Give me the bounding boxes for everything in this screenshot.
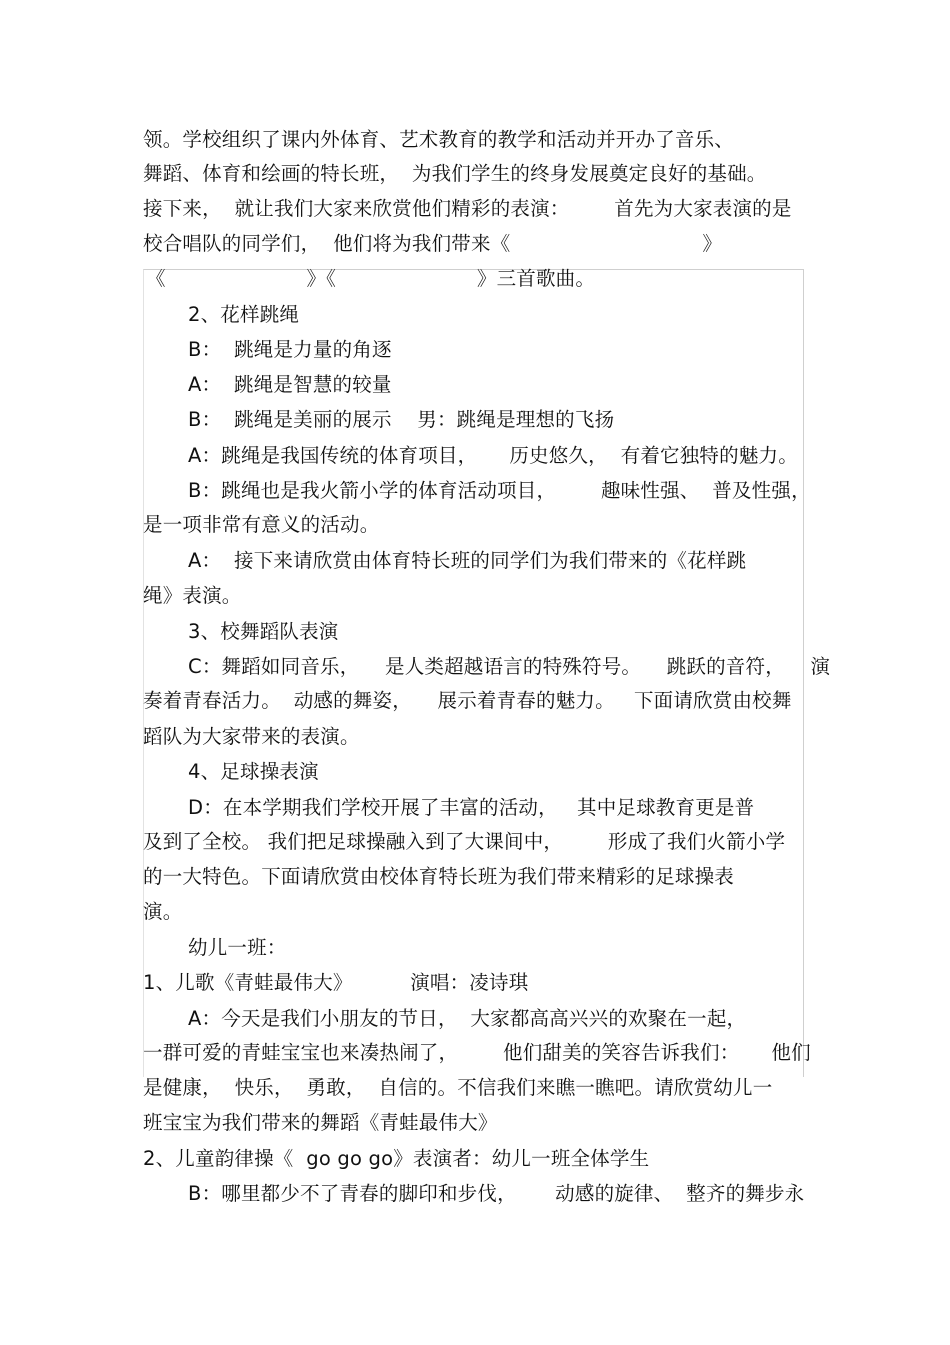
text-line: 及到了全校。 我们把足球操融入到了大课间中， 形成了我们火箭小学	[143, 830, 786, 853]
text-line: 的一大特色。下面请欣赏由校体育特长班为我们带来精彩的足球操表	[143, 865, 735, 888]
text-line: A：今天是我们小朋友的节日， 大家都高高兴兴的欢聚在一起，	[188, 1007, 747, 1030]
text-line: 《 》《 》三首歌曲。	[146, 267, 596, 290]
text-line: 接下来， 就让我们大家来欣赏他们精彩的表演： 首先为大家表演的是	[143, 197, 792, 220]
text-line: 奏着青春活力。 动感的舞姿， 展示着青春的魅力。 下面请欣赏由校舞	[143, 689, 792, 712]
section-heading: 幼儿一班：	[188, 936, 287, 959]
text-line: A：跳绳是我国传统的体育项目， 历史悠久， 有着它独特的魅力。	[188, 444, 798, 467]
text-line: 演。	[143, 900, 183, 923]
text-line: 蹈队为大家带来的表演。	[143, 725, 360, 748]
section-heading: 3、校舞蹈队表演	[188, 620, 339, 643]
text-line: D：在本学期我们学校开展了丰富的活动， 其中足球教育更是普	[188, 796, 755, 819]
text-line: 是一项非常有意义的活动。	[143, 513, 380, 536]
text-line: 校合唱队的同学们， 他们将为我们带来《 》	[143, 232, 723, 255]
text-line: B： 跳绳是美丽的展示 男：跳绳是理想的飞扬	[188, 408, 615, 431]
program-item: 1、儿歌《青蛙最伟大》 演唱：凌诗琪	[143, 971, 529, 994]
text-line: C：舞蹈如同音乐， 是人类超越语言的特殊符号。 跳跃的音符， 演	[188, 655, 831, 678]
text-line: 领。学校组织了课内外体育、艺术教育的教学和活动并开办了音乐、	[143, 128, 735, 151]
text-line: 是健康， 快乐， 勇敢， 自信的。不信我们来瞧一瞧吧。请欣赏幼儿一	[143, 1076, 773, 1099]
section-heading: 4、足球操表演	[188, 760, 319, 783]
text-line: 舞蹈、体育和绘画的特长班， 为我们学生的终身发展奠定良好的基础。	[143, 162, 767, 185]
section-heading: 2、花样跳绳	[188, 303, 300, 326]
program-item: 2、儿童韵律操《 go go go》表演者：幼儿一班全体学生	[143, 1147, 650, 1170]
text-line: 一群可爱的青蛙宝宝也来凑热闹了， 他们甜美的笑容告诉我们： 他们	[143, 1041, 811, 1064]
text-line: B：哪里都少不了青春的脚印和步伐， 动感的旋律、 整齐的舞步永	[188, 1182, 805, 1205]
text-line: A： 跳绳是智慧的较量	[188, 373, 392, 396]
text-line: A： 接下来请欣赏由体育特长班的同学们为我们带来的《花样跳	[188, 549, 747, 572]
text-line: B： 跳绳是力量的角逐	[188, 338, 392, 361]
text-line: B：跳绳也是我火箭小学的体育活动项目， 趣味性强、 普及性强，	[188, 479, 811, 502]
text-line: 绳》表演。	[143, 584, 242, 607]
text-line: 班宝宝为我们带来的舞蹈《青蛙最伟大》	[143, 1111, 498, 1134]
